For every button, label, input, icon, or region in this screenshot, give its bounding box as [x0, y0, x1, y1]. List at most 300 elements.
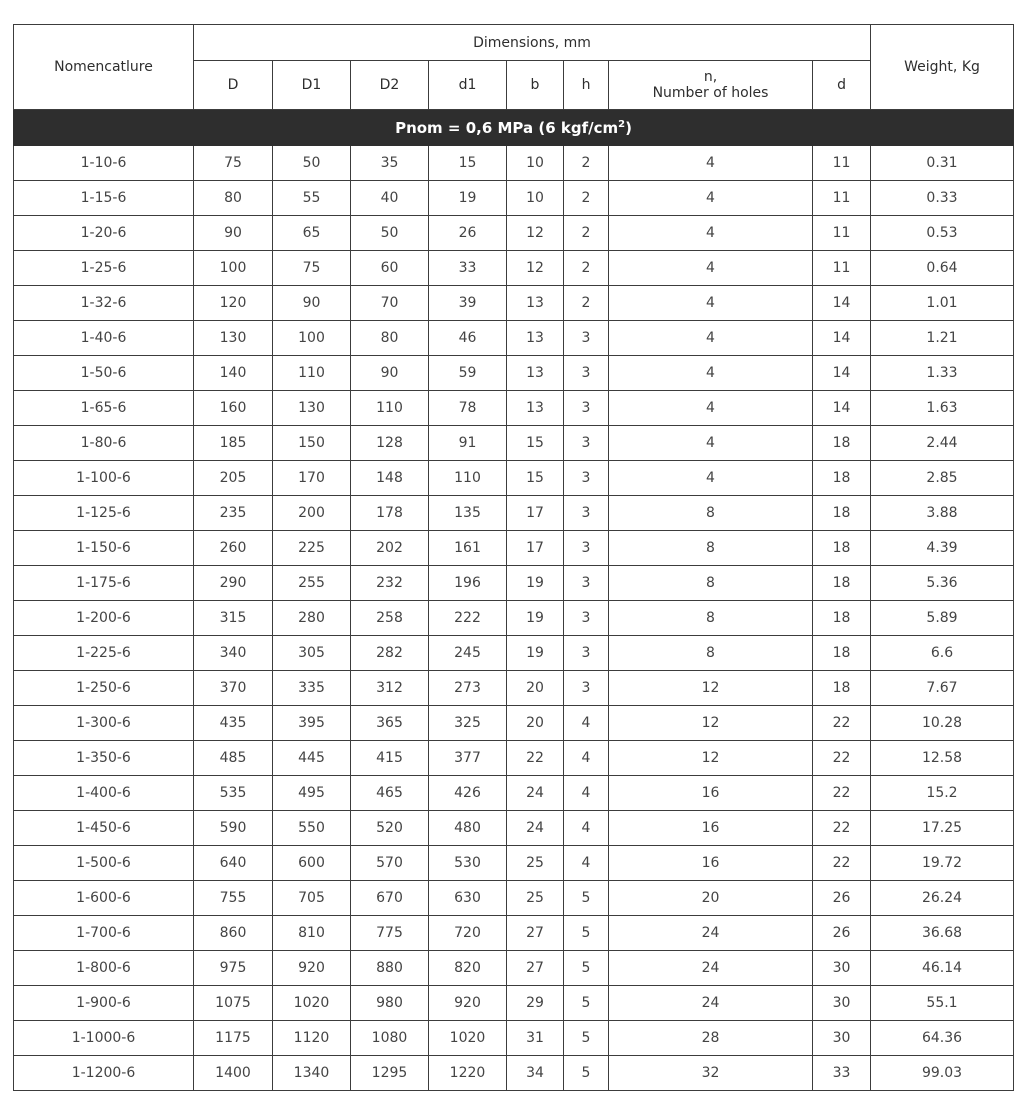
cell-D2: 35: [351, 146, 429, 181]
cell-D2: 670: [351, 881, 429, 916]
header-col-n-label: Number of holes: [652, 85, 769, 101]
cell-n: 24: [609, 916, 813, 951]
cell-n: 12: [609, 671, 813, 706]
table-row: [14, 741, 1014, 776]
table-row: [14, 881, 1014, 916]
cell-D1: 810: [273, 916, 351, 951]
cell-n: 24: [609, 951, 813, 986]
cell-D1: 150: [273, 426, 351, 461]
cell-n: 4: [609, 321, 813, 356]
cell-n: 4: [609, 146, 813, 181]
table-row: [14, 181, 1014, 216]
cell-D: 1400: [194, 1056, 273, 1091]
cell-d1: 46: [429, 321, 507, 356]
cell-nomenclature: 1-100-6: [14, 461, 194, 496]
cell-n: 8: [609, 636, 813, 671]
cell-D1: 1340: [273, 1056, 351, 1091]
cell-nomenclature: 1-300-6: [14, 706, 194, 741]
cell-D2: 70: [351, 286, 429, 321]
cell-D1: 75: [273, 251, 351, 286]
cell-d: 18: [813, 426, 871, 461]
cell-D1: 170: [273, 461, 351, 496]
cell-nomenclature: 1-250-6: [14, 671, 194, 706]
cell-nomenclature: 1-400-6: [14, 776, 194, 811]
pressure-label-suffix: ): [625, 118, 632, 137]
header-col-D: D: [194, 61, 273, 110]
cell-h: 3: [564, 566, 609, 601]
cell-h: 3: [564, 461, 609, 496]
header-col-n-symbol: n,: [703, 69, 718, 85]
cell-D1: 100: [273, 321, 351, 356]
cell-n: 4: [609, 461, 813, 496]
cell-d1: 222: [429, 601, 507, 636]
cell-D2: 415: [351, 741, 429, 776]
cell-D: 755: [194, 881, 273, 916]
cell-d: 30: [813, 951, 871, 986]
cell-d1: 480: [429, 811, 507, 846]
cell-D2: 520: [351, 811, 429, 846]
cell-h: 3: [564, 671, 609, 706]
cell-D: 140: [194, 356, 273, 391]
cell-h: 4: [564, 846, 609, 881]
cell-D2: 80: [351, 321, 429, 356]
cell-d1: 91: [429, 426, 507, 461]
header-col-D2: D2: [351, 61, 429, 110]
cell-b: 13: [507, 391, 564, 426]
header-col-b: b: [507, 61, 564, 110]
pressure-label-text: Pnom = 0,6 MPa (6 kgf/cm: [395, 118, 619, 137]
cell-nomenclature: 1-800-6: [14, 951, 194, 986]
cell-n: 12: [609, 741, 813, 776]
table-row: [14, 1056, 1014, 1091]
cell-n: 4: [609, 286, 813, 321]
cell-weight: 3.88: [871, 496, 1014, 531]
cell-weight: 1.63: [871, 391, 1014, 426]
cell-D1: 705: [273, 881, 351, 916]
cell-d: 14: [813, 286, 871, 321]
cell-D: 370: [194, 671, 273, 706]
cell-d1: 630: [429, 881, 507, 916]
pressure-section-row: [14, 110, 1014, 146]
cell-h: 2: [564, 251, 609, 286]
cell-D: 435: [194, 706, 273, 741]
cell-nomenclature: 1-1200-6: [14, 1056, 194, 1091]
cell-weight: 36.68: [871, 916, 1014, 951]
cell-nomenclature: 1-50-6: [14, 356, 194, 391]
cell-n: 4: [609, 391, 813, 426]
table-row: [14, 916, 1014, 951]
table-row: [14, 1021, 1014, 1056]
cell-b: 25: [507, 881, 564, 916]
cell-D1: 495: [273, 776, 351, 811]
cell-D1: 255: [273, 566, 351, 601]
cell-D: 1075: [194, 986, 273, 1021]
table-row: [14, 461, 1014, 496]
cell-weight: 46.14: [871, 951, 1014, 986]
cell-D2: 282: [351, 636, 429, 671]
cell-nomenclature: 1-175-6: [14, 566, 194, 601]
cell-n: 32: [609, 1056, 813, 1091]
flange-dimensions-table-container: [13, 24, 1013, 1091]
header-col-h: h: [564, 61, 609, 110]
cell-nomenclature: 1-20-6: [14, 216, 194, 251]
cell-D: 205: [194, 461, 273, 496]
cell-D1: 130: [273, 391, 351, 426]
cell-n: 8: [609, 566, 813, 601]
cell-h: 3: [564, 636, 609, 671]
cell-D1: 55: [273, 181, 351, 216]
cell-nomenclature: 1-450-6: [14, 811, 194, 846]
cell-nomenclature: 1-40-6: [14, 321, 194, 356]
table-body: [14, 110, 1014, 1091]
cell-D1: 1020: [273, 986, 351, 1021]
cell-h: 5: [564, 986, 609, 1021]
cell-n: 8: [609, 531, 813, 566]
cell-D: 1175: [194, 1021, 273, 1056]
cell-d: 11: [813, 251, 871, 286]
cell-D2: 1295: [351, 1056, 429, 1091]
cell-b: 15: [507, 461, 564, 496]
cell-D1: 50: [273, 146, 351, 181]
cell-d1: 1020: [429, 1021, 507, 1056]
cell-d: 18: [813, 496, 871, 531]
cell-n: 4: [609, 251, 813, 286]
cell-h: 5: [564, 1056, 609, 1091]
cell-b: 25: [507, 846, 564, 881]
cell-d: 11: [813, 146, 871, 181]
cell-weight: 5.89: [871, 601, 1014, 636]
cell-D1: 550: [273, 811, 351, 846]
cell-D1: 305: [273, 636, 351, 671]
cell-D: 590: [194, 811, 273, 846]
cell-nomenclature: 1-700-6: [14, 916, 194, 951]
cell-b: 19: [507, 566, 564, 601]
cell-h: 2: [564, 216, 609, 251]
cell-D: 860: [194, 916, 273, 951]
cell-h: 3: [564, 356, 609, 391]
cell-b: 20: [507, 671, 564, 706]
cell-n: 4: [609, 181, 813, 216]
cell-nomenclature: 1-10-6: [14, 146, 194, 181]
header-dimensions: Dimensions, mm: [194, 25, 871, 61]
cell-D: 315: [194, 601, 273, 636]
table-row: [14, 356, 1014, 391]
cell-D: 80: [194, 181, 273, 216]
cell-d: 11: [813, 216, 871, 251]
cell-b: 31: [507, 1021, 564, 1056]
cell-D2: 178: [351, 496, 429, 531]
cell-h: 3: [564, 426, 609, 461]
cell-d1: 15: [429, 146, 507, 181]
cell-b: 12: [507, 251, 564, 286]
cell-D: 340: [194, 636, 273, 671]
cell-d1: 196: [429, 566, 507, 601]
cell-nomenclature: 1-1000-6: [14, 1021, 194, 1056]
cell-D2: 775: [351, 916, 429, 951]
cell-d: 30: [813, 986, 871, 1021]
cell-n: 16: [609, 811, 813, 846]
cell-D: 130: [194, 321, 273, 356]
cell-b: 15: [507, 426, 564, 461]
header-weight: Weight, Kg: [871, 25, 1014, 110]
cell-b: 10: [507, 181, 564, 216]
cell-D2: 570: [351, 846, 429, 881]
table-row: [14, 846, 1014, 881]
cell-D2: 40: [351, 181, 429, 216]
cell-h: 2: [564, 146, 609, 181]
cell-d1: 245: [429, 636, 507, 671]
cell-d: 18: [813, 531, 871, 566]
cell-weight: 99.03: [871, 1056, 1014, 1091]
cell-b: 17: [507, 531, 564, 566]
cell-d: 18: [813, 601, 871, 636]
cell-D2: 50: [351, 216, 429, 251]
flange-dimensions-table: [13, 24, 1014, 1091]
cell-n: 16: [609, 846, 813, 881]
cell-D1: 90: [273, 286, 351, 321]
cell-nomenclature: 1-80-6: [14, 426, 194, 461]
cell-weight: 55.1: [871, 986, 1014, 1021]
cell-b: 10: [507, 146, 564, 181]
cell-nomenclature: 1-200-6: [14, 601, 194, 636]
cell-weight: 17.25: [871, 811, 1014, 846]
cell-d1: 920: [429, 986, 507, 1021]
table-row: [14, 146, 1014, 181]
cell-weight: 1.21: [871, 321, 1014, 356]
cell-d: 33: [813, 1056, 871, 1091]
cell-D: 290: [194, 566, 273, 601]
cell-weight: 1.33: [871, 356, 1014, 391]
cell-D: 485: [194, 741, 273, 776]
cell-D1: 920: [273, 951, 351, 986]
table-row: [14, 566, 1014, 601]
table-row: [14, 251, 1014, 286]
cell-n: 8: [609, 601, 813, 636]
cell-d: 26: [813, 916, 871, 951]
cell-h: 5: [564, 1021, 609, 1056]
cell-h: 5: [564, 881, 609, 916]
cell-weight: 64.36: [871, 1021, 1014, 1056]
cell-D1: 445: [273, 741, 351, 776]
cell-D2: 880: [351, 951, 429, 986]
cell-nomenclature: 1-15-6: [14, 181, 194, 216]
cell-D1: 1120: [273, 1021, 351, 1056]
cell-D: 75: [194, 146, 273, 181]
cell-b: 22: [507, 741, 564, 776]
cell-D1: 225: [273, 531, 351, 566]
cell-nomenclature: 1-600-6: [14, 881, 194, 916]
cell-weight: 4.39: [871, 531, 1014, 566]
cell-D: 975: [194, 951, 273, 986]
cell-D2: 90: [351, 356, 429, 391]
cell-D2: 60: [351, 251, 429, 286]
cell-b: 19: [507, 636, 564, 671]
cell-n: 16: [609, 776, 813, 811]
cell-D1: 65: [273, 216, 351, 251]
cell-weight: 0.33: [871, 181, 1014, 216]
cell-weight: 26.24: [871, 881, 1014, 916]
table-row: [14, 811, 1014, 846]
table-row: [14, 706, 1014, 741]
cell-D: 260: [194, 531, 273, 566]
cell-d: 14: [813, 356, 871, 391]
cell-n: 8: [609, 496, 813, 531]
header-col-d: d: [813, 61, 871, 110]
cell-D2: 312: [351, 671, 429, 706]
cell-D2: 202: [351, 531, 429, 566]
cell-d: 18: [813, 671, 871, 706]
cell-d1: 161: [429, 531, 507, 566]
cell-weight: 1.01: [871, 286, 1014, 321]
cell-D: 90: [194, 216, 273, 251]
cell-n: 4: [609, 426, 813, 461]
table-row: [14, 531, 1014, 566]
cell-nomenclature: 1-150-6: [14, 531, 194, 566]
cell-d1: 59: [429, 356, 507, 391]
cell-weight: 7.67: [871, 671, 1014, 706]
pressure-label-superscript: 2: [618, 118, 626, 130]
cell-b: 19: [507, 601, 564, 636]
cell-b: 12: [507, 216, 564, 251]
cell-b: 13: [507, 286, 564, 321]
cell-h: 2: [564, 181, 609, 216]
cell-nomenclature: 1-65-6: [14, 391, 194, 426]
cell-b: 13: [507, 321, 564, 356]
cell-d: 26: [813, 881, 871, 916]
cell-d1: 110: [429, 461, 507, 496]
cell-h: 3: [564, 531, 609, 566]
cell-weight: 19.72: [871, 846, 1014, 881]
cell-weight: 0.64: [871, 251, 1014, 286]
cell-h: 3: [564, 321, 609, 356]
cell-weight: 6.6: [871, 636, 1014, 671]
cell-d: 11: [813, 181, 871, 216]
cell-d: 14: [813, 391, 871, 426]
cell-D1: 395: [273, 706, 351, 741]
cell-nomenclature: 1-500-6: [14, 846, 194, 881]
cell-h: 4: [564, 811, 609, 846]
table-row: [14, 321, 1014, 356]
cell-nomenclature: 1-350-6: [14, 741, 194, 776]
cell-n: 4: [609, 356, 813, 391]
cell-D2: 232: [351, 566, 429, 601]
cell-n: 28: [609, 1021, 813, 1056]
cell-h: 5: [564, 951, 609, 986]
cell-d1: 377: [429, 741, 507, 776]
cell-nomenclature: 1-32-6: [14, 286, 194, 321]
cell-D: 160: [194, 391, 273, 426]
cell-D1: 200: [273, 496, 351, 531]
cell-d1: 26: [429, 216, 507, 251]
table-row: [14, 776, 1014, 811]
table-row: [14, 601, 1014, 636]
cell-weight: 12.58: [871, 741, 1014, 776]
pressure-section-label: [14, 110, 1014, 146]
cell-d: 22: [813, 741, 871, 776]
cell-n: 20: [609, 881, 813, 916]
cell-h: 2: [564, 286, 609, 321]
cell-D1: 110: [273, 356, 351, 391]
table-header: [14, 25, 1014, 110]
cell-D1: 600: [273, 846, 351, 881]
cell-d: 22: [813, 846, 871, 881]
cell-d: 22: [813, 811, 871, 846]
cell-b: 13: [507, 356, 564, 391]
cell-b: 34: [507, 1056, 564, 1091]
cell-n: 12: [609, 706, 813, 741]
cell-D: 535: [194, 776, 273, 811]
cell-d1: 39: [429, 286, 507, 321]
cell-d: 30: [813, 1021, 871, 1056]
cell-d1: 19: [429, 181, 507, 216]
cell-nomenclature: 1-125-6: [14, 496, 194, 531]
cell-D2: 110: [351, 391, 429, 426]
cell-h: 5: [564, 916, 609, 951]
header-col-n: [609, 61, 813, 110]
cell-h: 3: [564, 601, 609, 636]
cell-b: 27: [507, 916, 564, 951]
table-row: [14, 636, 1014, 671]
header-nomenclature: Nomencatlure: [14, 25, 194, 110]
cell-d: 22: [813, 776, 871, 811]
cell-D: 640: [194, 846, 273, 881]
cell-weight: 5.36: [871, 566, 1014, 601]
cell-n: 4: [609, 216, 813, 251]
cell-h: 3: [564, 391, 609, 426]
header-col-D1: D1: [273, 61, 351, 110]
cell-D2: 128: [351, 426, 429, 461]
cell-D2: 1080: [351, 1021, 429, 1056]
cell-b: 17: [507, 496, 564, 531]
table-row: [14, 426, 1014, 461]
cell-d1: 426: [429, 776, 507, 811]
table-row: [14, 671, 1014, 706]
cell-d1: 325: [429, 706, 507, 741]
table-row: [14, 286, 1014, 321]
cell-weight: 2.85: [871, 461, 1014, 496]
cell-h: 3: [564, 496, 609, 531]
cell-h: 4: [564, 776, 609, 811]
cell-h: 4: [564, 741, 609, 776]
header-col-d1: d1: [429, 61, 507, 110]
cell-D: 120: [194, 286, 273, 321]
cell-d: 18: [813, 461, 871, 496]
table-row: [14, 951, 1014, 986]
cell-b: 24: [507, 811, 564, 846]
cell-d1: 273: [429, 671, 507, 706]
cell-d1: 33: [429, 251, 507, 286]
cell-nomenclature: 1-25-6: [14, 251, 194, 286]
cell-b: 29: [507, 986, 564, 1021]
cell-D2: 258: [351, 601, 429, 636]
cell-n: 24: [609, 986, 813, 1021]
table-row: [14, 391, 1014, 426]
cell-h: 4: [564, 706, 609, 741]
cell-d1: 78: [429, 391, 507, 426]
cell-d: 22: [813, 706, 871, 741]
cell-d: 18: [813, 636, 871, 671]
cell-d: 14: [813, 321, 871, 356]
cell-d1: 1220: [429, 1056, 507, 1091]
cell-weight: 10.28: [871, 706, 1014, 741]
cell-d1: 720: [429, 916, 507, 951]
cell-weight: 15.2: [871, 776, 1014, 811]
cell-d1: 530: [429, 846, 507, 881]
cell-d1: 135: [429, 496, 507, 531]
cell-D1: 335: [273, 671, 351, 706]
cell-weight: 0.53: [871, 216, 1014, 251]
table-row: [14, 496, 1014, 531]
